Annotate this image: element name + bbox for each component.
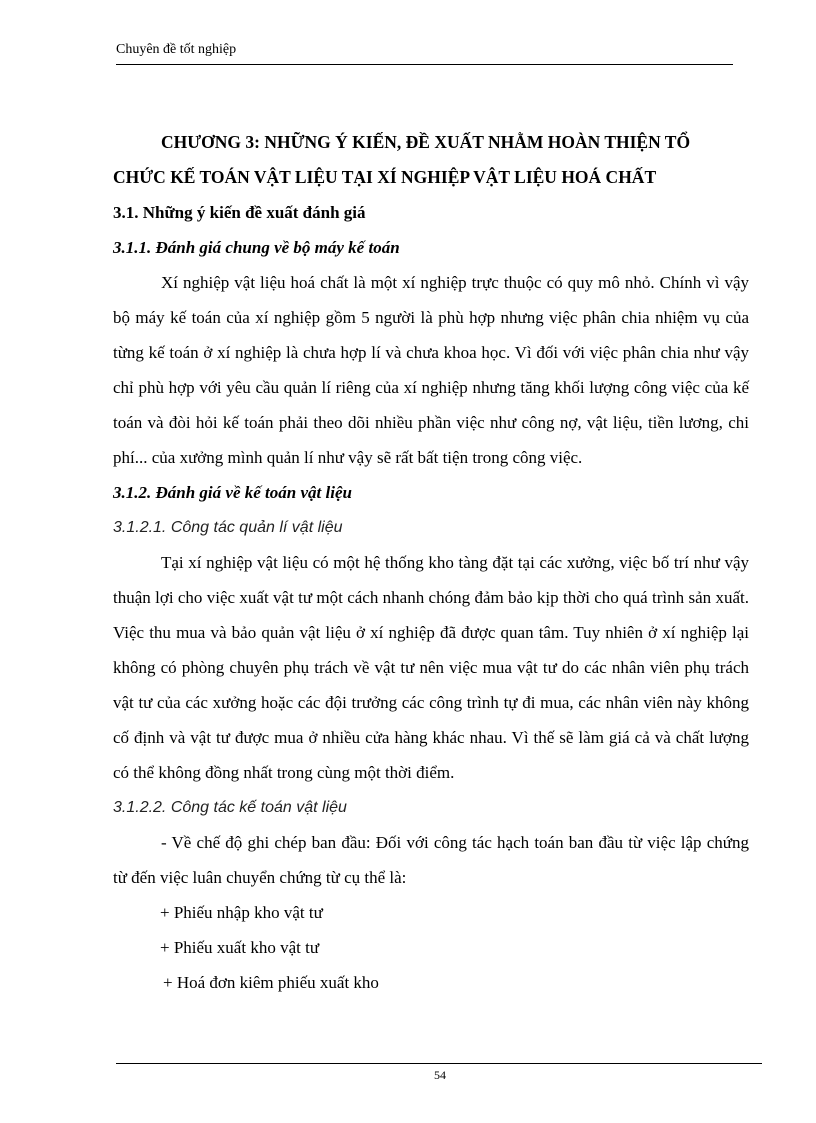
footer-divider	[116, 1063, 762, 1064]
section-heading-3-1-2-1: 3.1.2.1. Công tác quản lí vật liệu	[113, 519, 343, 536]
paragraph-3-1-2-2: - Về chế độ ghi chép ban đầu: Đối với công tác hạch toán ban đầu từ việc lập chứng từ đến việc luân chuyển chứng từ cụ thể là:	[113, 833, 749, 887]
chapter-title-line-1: CHƯƠNG 3: NHỮNG Ý KIẾN, ĐỀ XUẤT NHẰM HOÀN THIỆN TỔ	[161, 132, 691, 152]
section-heading-3-1-2: 3.1.2. Đánh giá về kế toán vật liệu	[113, 483, 352, 502]
chapter-title	[113, 125, 749, 195]
list-item: + Hoá đơn kiêm phiếu xuất kho	[163, 973, 379, 992]
header-divider	[116, 64, 733, 65]
list-item: + Phiếu nhập kho vật tư	[160, 903, 323, 922]
paragraph-3-1-2-1: Tại xí nghiệp vật liệu có một hệ thống kho tàng đặt tại các xưởng, việc bố trí như vậy thuận lợi cho việc xuất vật tư một cách nhanh chóng đảm bảo kịp thời cho quá trình sản xuất. Việc thu mua và bảo quản vật liệu ở xí nghiệp đã được quan tâm. Tuy nhiên ở xí nghiệp lại không có phòng chuyên phụ trách về vật tư nên việc mua vật tư do các nhân viên phụ trách vật tư của các xưởng hoặc các đội trưởng các công trình tự đi mua, các nhân viên này không cố định và vật tư được mua ở nhiều cửa hàng khác nhau. Vì thế sẽ làm giá cả và chất lượng có thể không đồng nhất trong cùng một thời điểm.	[113, 553, 749, 782]
section-heading-3-1-2-2: 3.1.2.2. Công tác kế toán vật liệu	[113, 799, 347, 816]
chapter-title-line-2: CHỨC KẾ TOÁN VẬT LIỆU TẠI XÍ NGHIỆP VẬT LIỆU HOÁ CHẤT	[113, 167, 657, 187]
document-body	[113, 125, 749, 1000]
section-heading-3-1-1: 3.1.1. Đánh giá chung về bộ máy kế toán	[113, 238, 400, 257]
list-item: + Phiếu xuất kho vật tư	[160, 938, 320, 957]
section-heading-3-1: 3.1. Những ý kiến đề xuất đánh giá	[113, 203, 366, 222]
page-number: 54	[434, 1068, 446, 1082]
running-header: Chuyên đề tốt nghiệp	[116, 42, 237, 57]
paragraph-3-1-1: Xí nghiệp vật liệu hoá chất là một xí nghiệp trực thuộc có quy mô nhỏ. Chính vì vậy bộ máy kế toán của xí nghiệp gồm 5 người là phù hợp nhưng việc phân chia nhiệm vụ của từng kế toán ở xí nghiệp là chưa hợp lí và chưa khoa học. Vì đối với việc phân chia như vậy chỉ phù hợp với yêu cầu quản lí riêng của xí nghiệp nhưng tăng khối lượng công việc của kế toán và đòi hỏi kế toán phải theo dõi nhiều phần việc như công nợ, vật liệu, tiền lương, chi phí... của xưởng mình quản lí như vậy sẽ rất bất tiện trong công việc.	[113, 273, 749, 467]
